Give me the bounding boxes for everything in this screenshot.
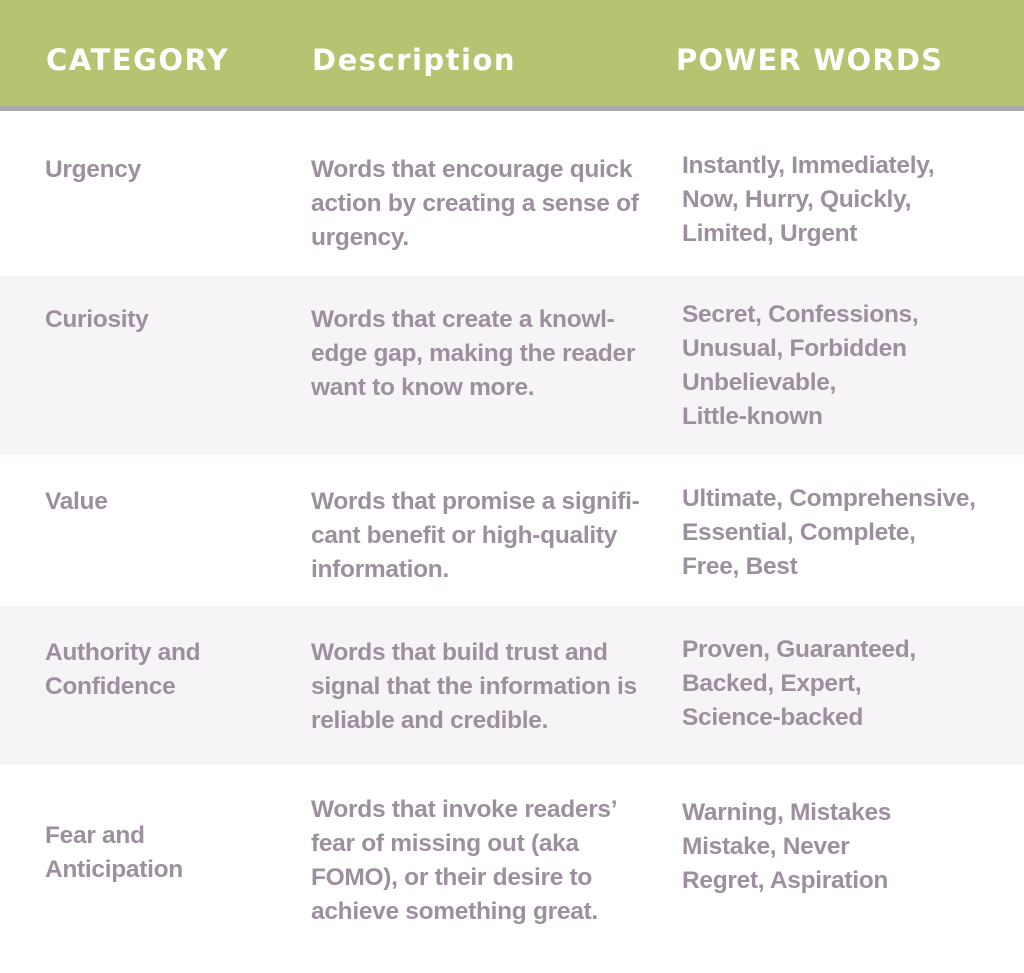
description-line: signal that the information is bbox=[311, 673, 637, 700]
description-line: urgency. bbox=[311, 224, 409, 251]
power-words-line: Mistake, Never bbox=[682, 833, 850, 860]
description-cell bbox=[311, 153, 651, 255]
power-words-line: Essential, Complete, bbox=[682, 519, 916, 546]
power-words-cell bbox=[682, 149, 1012, 251]
table-row bbox=[0, 606, 1024, 765]
table-row bbox=[0, 455, 1024, 606]
power-words-cell bbox=[682, 298, 1012, 434]
header-description: Description bbox=[312, 43, 517, 77]
category-text: Confidence bbox=[45, 673, 176, 700]
description-line: cant benefit or high-quality bbox=[311, 522, 618, 549]
category-text: Fear and bbox=[45, 822, 145, 849]
table-row bbox=[0, 765, 1024, 973]
power-words-cell bbox=[682, 482, 1012, 584]
description-line: edge gap, making the reader bbox=[311, 340, 636, 367]
category-cell bbox=[45, 153, 285, 187]
description-cell bbox=[311, 793, 651, 929]
header-power-words: POWER WORDS bbox=[676, 43, 944, 77]
description-line: reliable and credible. bbox=[311, 707, 549, 734]
category-text: Anticipation bbox=[45, 856, 183, 883]
table-row bbox=[0, 116, 1024, 276]
description-cell bbox=[311, 636, 651, 738]
power-words-cell bbox=[682, 796, 1012, 898]
description-line: Words that invoke readers’ bbox=[311, 796, 618, 823]
power-words-line: Regret, Aspiration bbox=[682, 867, 889, 894]
description-line: achieve something great. bbox=[311, 898, 598, 925]
category-cell bbox=[45, 485, 285, 519]
description-line: want to know more. bbox=[311, 374, 535, 401]
category-text: Curiosity bbox=[45, 306, 149, 333]
power-words-cell bbox=[682, 633, 1012, 735]
description-line: Words that encourage quick bbox=[311, 156, 633, 183]
category-text: Value bbox=[45, 488, 108, 515]
header-category: CATEGORY bbox=[46, 43, 230, 77]
category-cell bbox=[45, 819, 285, 887]
power-words-line: Limited, Urgent bbox=[682, 220, 858, 247]
power-words-line: Secret, Confessions, bbox=[682, 301, 919, 328]
power-words-line: Unbelievable, bbox=[682, 369, 837, 396]
power-words-line: Warning, Mistakes bbox=[682, 799, 892, 826]
power-words-line: Proven, Guaranteed, bbox=[682, 636, 916, 663]
description-cell bbox=[311, 485, 651, 587]
category-text: Authority and bbox=[45, 639, 201, 666]
description-line: Words that build trust and bbox=[311, 639, 608, 666]
power-words-line: Now, Hurry, Quickly, bbox=[682, 186, 912, 213]
description-line: information. bbox=[311, 556, 449, 583]
power-words-line: Little-known bbox=[682, 403, 823, 430]
description-line: FOMO), or their desire to bbox=[311, 864, 593, 891]
table-header bbox=[0, 0, 1024, 111]
power-words-line: Free, Best bbox=[682, 553, 798, 580]
power-words-line: Science-backed bbox=[682, 704, 864, 731]
description-line: Words that create a knowl- bbox=[311, 306, 615, 333]
description-cell bbox=[311, 303, 651, 405]
power-words-line: Ultimate, Comprehensive, bbox=[682, 485, 976, 512]
power-words-line: Backed, Expert, bbox=[682, 670, 862, 697]
power-words-line: Unusual, Forbidden bbox=[682, 335, 907, 362]
category-cell bbox=[45, 636, 285, 704]
description-line: action by creating a sense of bbox=[311, 190, 639, 217]
power-words-line: Instantly, Immediately, bbox=[682, 152, 935, 179]
category-text: Urgency bbox=[45, 156, 141, 183]
description-line: Words that promise a signifi- bbox=[311, 488, 640, 515]
description-line: fear of missing out (aka bbox=[311, 830, 579, 857]
category-cell bbox=[45, 303, 285, 337]
table-row bbox=[0, 276, 1024, 455]
